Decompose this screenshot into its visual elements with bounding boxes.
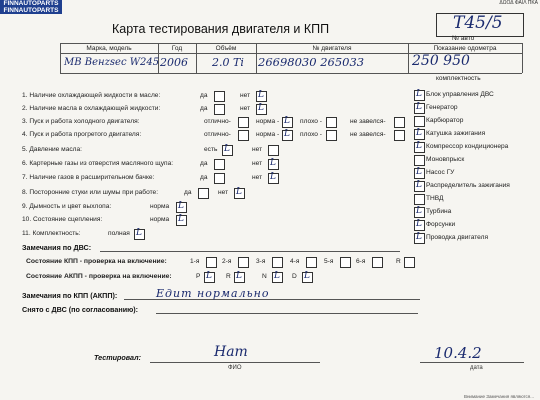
- check-6-label: 6. Картерные газы из отверстия масляного щупа:: [22, 160, 174, 167]
- check-3-label: 3. Пуск и работа холодного двигателя:: [22, 118, 140, 125]
- check-2-yes-box[interactable]: [214, 104, 225, 115]
- header-year: Год: [171, 45, 183, 52]
- kpp-gear-3: 3-я: [256, 258, 266, 265]
- test-number-box: [436, 13, 524, 37]
- comp-box-10[interactable]: L: [414, 207, 425, 218]
- header-model: Марка, модель: [86, 45, 132, 52]
- comp-ignition-coil: Катушка зажигания: [426, 130, 486, 137]
- kpp-gear-5-box[interactable]: [340, 257, 351, 268]
- corner-text: ΔΩΟΔ ΦΑΙΛ ΠΚΑ: [499, 0, 538, 6]
- akpp-gear-n: N: [262, 273, 267, 280]
- check-9-norm-label: норма: [150, 203, 170, 210]
- check-10-norm-box[interactable]: L: [176, 215, 187, 226]
- check-1-no-box[interactable]: L: [256, 91, 267, 102]
- value-odometer: 250 950: [412, 53, 470, 69]
- kit-label: комплектность: [436, 75, 481, 82]
- kpp-gear-1-box[interactable]: [206, 257, 217, 268]
- check-11-full-label: полная: [108, 230, 130, 237]
- check-3-opt-2: норма -: [256, 118, 280, 125]
- comp-box-12[interactable]: L: [414, 233, 425, 244]
- comp-ecu: Блок управления ДВС: [426, 91, 494, 98]
- comp-injectors: Форсунки: [426, 221, 456, 228]
- comp-box-2[interactable]: L: [414, 103, 425, 114]
- check-5-no-label: нет: [252, 146, 263, 153]
- check-2-yes-label: да: [200, 105, 208, 112]
- kpp-gear-4-box[interactable]: [306, 257, 317, 268]
- kpp-state-label: Состояние КПП - проверка на включение:: [26, 258, 167, 265]
- check-7-yes-label: да: [200, 174, 208, 181]
- check-6-yes-box[interactable]: [214, 159, 225, 170]
- check-3-opt-4: не завелся-: [350, 118, 386, 125]
- remarks-kpp-value: Едит нормально: [156, 287, 270, 300]
- check-1-label: 1. Наличие охлаждающей жидкости в масле:: [22, 92, 161, 99]
- check-3-box-3[interactable]: [326, 117, 337, 128]
- comp-distributor: Распределитель зажигания: [426, 182, 510, 189]
- check-5-yes-label: есть: [204, 146, 218, 153]
- comp-box-11[interactable]: L: [414, 220, 425, 231]
- kpp-gear-6: 6-я: [356, 258, 366, 265]
- header-volume: Объём: [215, 45, 237, 52]
- kpp-gear-1: 1-я: [190, 258, 200, 265]
- check-4-box-3[interactable]: [326, 130, 337, 141]
- comp-generator: Генератор: [426, 104, 458, 111]
- kpp-gear-r: R: [396, 258, 401, 265]
- date-label: дата: [470, 365, 483, 371]
- akpp-gear-r: R: [226, 273, 231, 280]
- check-11-label: 11. Комплектность:: [22, 230, 81, 237]
- value-volume: 2.0 Ti: [212, 56, 244, 69]
- check-6-yes-label: да: [200, 160, 208, 167]
- comp-box-5[interactable]: L: [414, 142, 425, 153]
- check-1-yes-label: да: [200, 92, 208, 99]
- check-7-yes-box[interactable]: [214, 173, 225, 184]
- check-1-no-label: нет: [240, 92, 251, 99]
- value-engine-no: 26698030 265033: [258, 55, 365, 69]
- check-4-label: 4. Пуск и работа прогретого двигателя:: [22, 131, 142, 138]
- value-year: 2006: [160, 56, 188, 69]
- check-3-box-4[interactable]: [394, 117, 405, 128]
- tested-signature: Нат: [214, 344, 248, 360]
- akpp-state-label: Состояние АКПП - проверка на включение:: [26, 273, 172, 280]
- check-11-full-box[interactable]: L: [134, 229, 145, 240]
- akpp-gear-d-box[interactable]: L: [302, 272, 313, 283]
- comp-box-9[interactable]: [414, 194, 425, 205]
- check-7-no-box[interactable]: L: [268, 173, 279, 184]
- comp-tnvd: ТНВД: [426, 195, 444, 202]
- comp-ps-pump: Насос ГУ: [426, 169, 455, 176]
- check-2-no-label: нет: [240, 105, 251, 112]
- comp-box-1[interactable]: L: [414, 90, 425, 101]
- check-4-opt-2: норма -: [256, 131, 280, 138]
- fio-label: ФИО: [228, 365, 242, 371]
- kpp-gear-6-box[interactable]: [372, 257, 383, 268]
- check-5-label: 5. Давление масла:: [22, 146, 83, 153]
- comp-box-4[interactable]: L: [414, 129, 425, 140]
- page-title: Карта тестирования двигателя и КПП: [112, 22, 330, 36]
- comp-box-6[interactable]: [414, 155, 425, 166]
- check-3-box-1[interactable]: [238, 117, 249, 128]
- check-5-no-box[interactable]: [268, 145, 279, 156]
- tested-by-label: Тестировал:: [94, 353, 141, 362]
- check-7-no-label: нет: [252, 174, 263, 181]
- remarks-engine-label: Замечания по ДВС:: [22, 243, 92, 252]
- check-8-label: 8. Посторонние стуки или шумы при работе:: [22, 189, 159, 196]
- value-model: MB Bенzsес W245: [64, 57, 160, 68]
- check-3-opt-1: отлично-: [204, 118, 231, 125]
- check-4-opt-4: не завелся-: [350, 131, 386, 138]
- header-engine-no: № двигателя: [312, 45, 352, 52]
- check-4-opt-3: плохо -: [300, 131, 323, 138]
- comp-carburetor: Карбюратор: [426, 117, 464, 124]
- check-9-norm-box[interactable]: L: [176, 202, 187, 213]
- check-8-yes-label: да: [184, 189, 192, 196]
- date-value: 10.4.2: [434, 344, 482, 362]
- check-8-yes-box[interactable]: [198, 188, 209, 199]
- check-3-opt-3: плохо -: [300, 118, 323, 125]
- header-odometer: Показание одометра: [433, 45, 497, 52]
- car-no-label: № авто: [452, 35, 475, 42]
- comp-box-8[interactable]: L: [414, 181, 425, 192]
- kpp-gear-4: 4-я: [290, 258, 300, 265]
- check-1-yes-box[interactable]: [214, 91, 225, 102]
- check-10-norm-label: норма: [150, 216, 170, 223]
- kpp-gear-5: 5-я: [324, 258, 334, 265]
- remarks-kpp-label: Замечания по КПП (АКПП):: [22, 291, 118, 300]
- comp-turbine: Турбина: [426, 208, 452, 215]
- removed-label: Снято с ДВС (по согласованию):: [22, 305, 139, 314]
- check-6-no-label: нет: [252, 160, 263, 167]
- comp-mono-injection: Моновпрыск: [426, 156, 465, 163]
- check-4-opt-1: отлично-: [204, 131, 231, 138]
- check-4-box-1[interactable]: [238, 130, 249, 141]
- akpp-gear-r-box[interactable]: L: [234, 272, 245, 283]
- kpp-gear-2-box[interactable]: [238, 257, 249, 268]
- comp-box-7[interactable]: L: [414, 168, 425, 179]
- test-number: Т45/5: [453, 13, 503, 33]
- check-8-no-label: нет: [218, 189, 229, 196]
- check-7-label: 7. Наличие газов в расширительном бачке:: [22, 174, 155, 181]
- finnautoparts-logo: FINNAUTOPARTS FINNAUTOPARTS: [0, 0, 62, 14]
- kpp-gear-r-box[interactable]: [404, 257, 415, 268]
- check-5-yes-box[interactable]: L: [222, 145, 233, 156]
- check-4-box-2[interactable]: L: [282, 130, 293, 141]
- comp-ac-compressor: Компрессор кондиционера: [426, 143, 509, 150]
- kpp-gear-3-box[interactable]: [272, 257, 283, 268]
- check-3-box-2[interactable]: L: [282, 117, 293, 128]
- check-8-no-box[interactable]: L: [234, 188, 245, 199]
- akpp-gear-p-box[interactable]: L: [204, 272, 215, 283]
- check-4-box-4[interactable]: [394, 130, 405, 141]
- kpp-gear-2: 2-я: [222, 258, 232, 265]
- check-2-label: 2. Наличие масла в охлаждающей жидкости:: [22, 105, 161, 112]
- check-2-no-box[interactable]: L: [256, 104, 267, 115]
- check-10-label: 10. Состояние сцепления:: [22, 216, 103, 223]
- check-9-label: 9. Дымность и цвет выхлопа:: [22, 203, 112, 210]
- check-6-no-box[interactable]: L: [268, 159, 279, 170]
- comp-engine-wiring: Проводка двигателя: [426, 234, 489, 241]
- akpp-gear-p: P: [196, 273, 201, 280]
- comp-box-3[interactable]: [414, 116, 425, 127]
- akpp-gear-d: D: [292, 273, 297, 280]
- akpp-gear-n-box[interactable]: L: [272, 272, 283, 283]
- footnote: Внимание Замечания являются...: [463, 394, 534, 399]
